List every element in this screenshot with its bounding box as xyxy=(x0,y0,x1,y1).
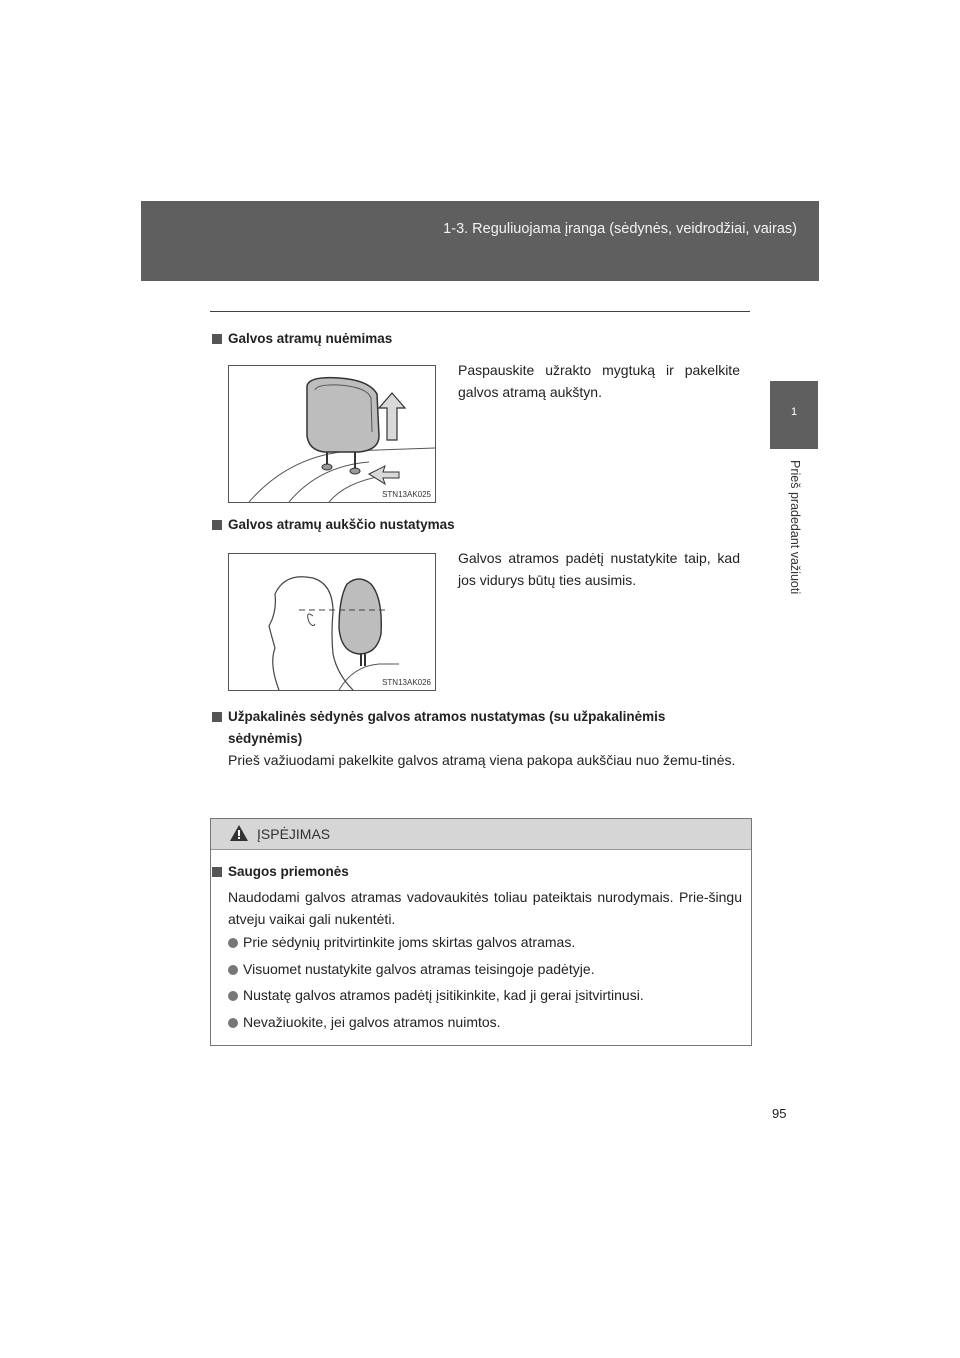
warning-subheading: Saugos priemonės xyxy=(212,864,349,879)
chapter-title: 1-3. Reguliuojama įranga (sėdynės, veidrodžiai, vairas) xyxy=(443,221,797,237)
square-bullet-icon xyxy=(212,867,222,877)
warning-bullet: Nustatę galvos atramos padėtį įsitikinkite, kad ji gerai įsitvirtinusi. xyxy=(228,987,644,1003)
rear-instruction: Prieš važiuodami pakelkite galvos atramą viena pakopa aukščiau nuo žemu-tinės. xyxy=(228,752,736,768)
side-tab-number: 1 xyxy=(770,381,818,449)
divider xyxy=(210,311,750,312)
headrest-removal-illustration xyxy=(229,366,435,502)
headrest-height-illustration xyxy=(229,554,435,690)
warning-intro: Naudodami galvos atramas vadovaukitės toliau pateiktais nurodymais. Prie-šingu atveju vaikai gali nukentėti. xyxy=(228,889,742,927)
section-heading-rear: Užpakalinės sėdynės galvos atramos nustatymas (su užpakalinėmis sėdynėmis) xyxy=(212,706,752,750)
square-bullet-icon xyxy=(212,520,222,530)
warning-bullet: Visuomet nustatykite galvos atramas teisingoje padėtyje. xyxy=(228,961,595,977)
warning-title: ĮSPĖJIMAS xyxy=(257,826,331,842)
figure-code: STN13AK026 xyxy=(382,678,431,687)
section-heading-height: Galvos atramų aukščio nustatymas xyxy=(212,517,455,532)
warning-header xyxy=(211,819,751,850)
warning-bullet: Prie sėdynių pritvirtinkite joms skirtas galvos atramas. xyxy=(228,934,575,950)
square-bullet-icon xyxy=(212,712,222,722)
page-number: 95 xyxy=(772,1106,787,1121)
side-tab-label: Prieš pradedant važiuoti xyxy=(788,460,802,595)
figure-headrest-height xyxy=(228,553,436,691)
bullet-dot-icon xyxy=(228,965,238,975)
bullet-dot-icon xyxy=(228,991,238,1001)
bullet-dot-icon xyxy=(228,1018,238,1028)
chapter-header-bar xyxy=(141,201,819,281)
figure-code: STN13AK025 xyxy=(382,490,431,499)
warning-triangle-icon xyxy=(229,824,249,842)
warning-bullet: Nevažiuokite, jei galvos atramos nuimtos. xyxy=(228,1014,501,1030)
height-instruction: Galvos atramos padėtį nustatykite taip, kad jos vidurys būtų ties ausimis. xyxy=(458,550,740,588)
section-heading-removal: Galvos atramų nuėmimas xyxy=(212,331,392,346)
square-bullet-icon xyxy=(212,334,222,344)
figure-headrest-removal xyxy=(228,365,436,503)
removal-instruction: Paspauskite užrakto mygtuką ir pakelkite galvos atramą aukštyn. xyxy=(458,362,740,400)
bullet-dot-icon xyxy=(228,938,238,948)
warning-box xyxy=(210,818,752,1046)
